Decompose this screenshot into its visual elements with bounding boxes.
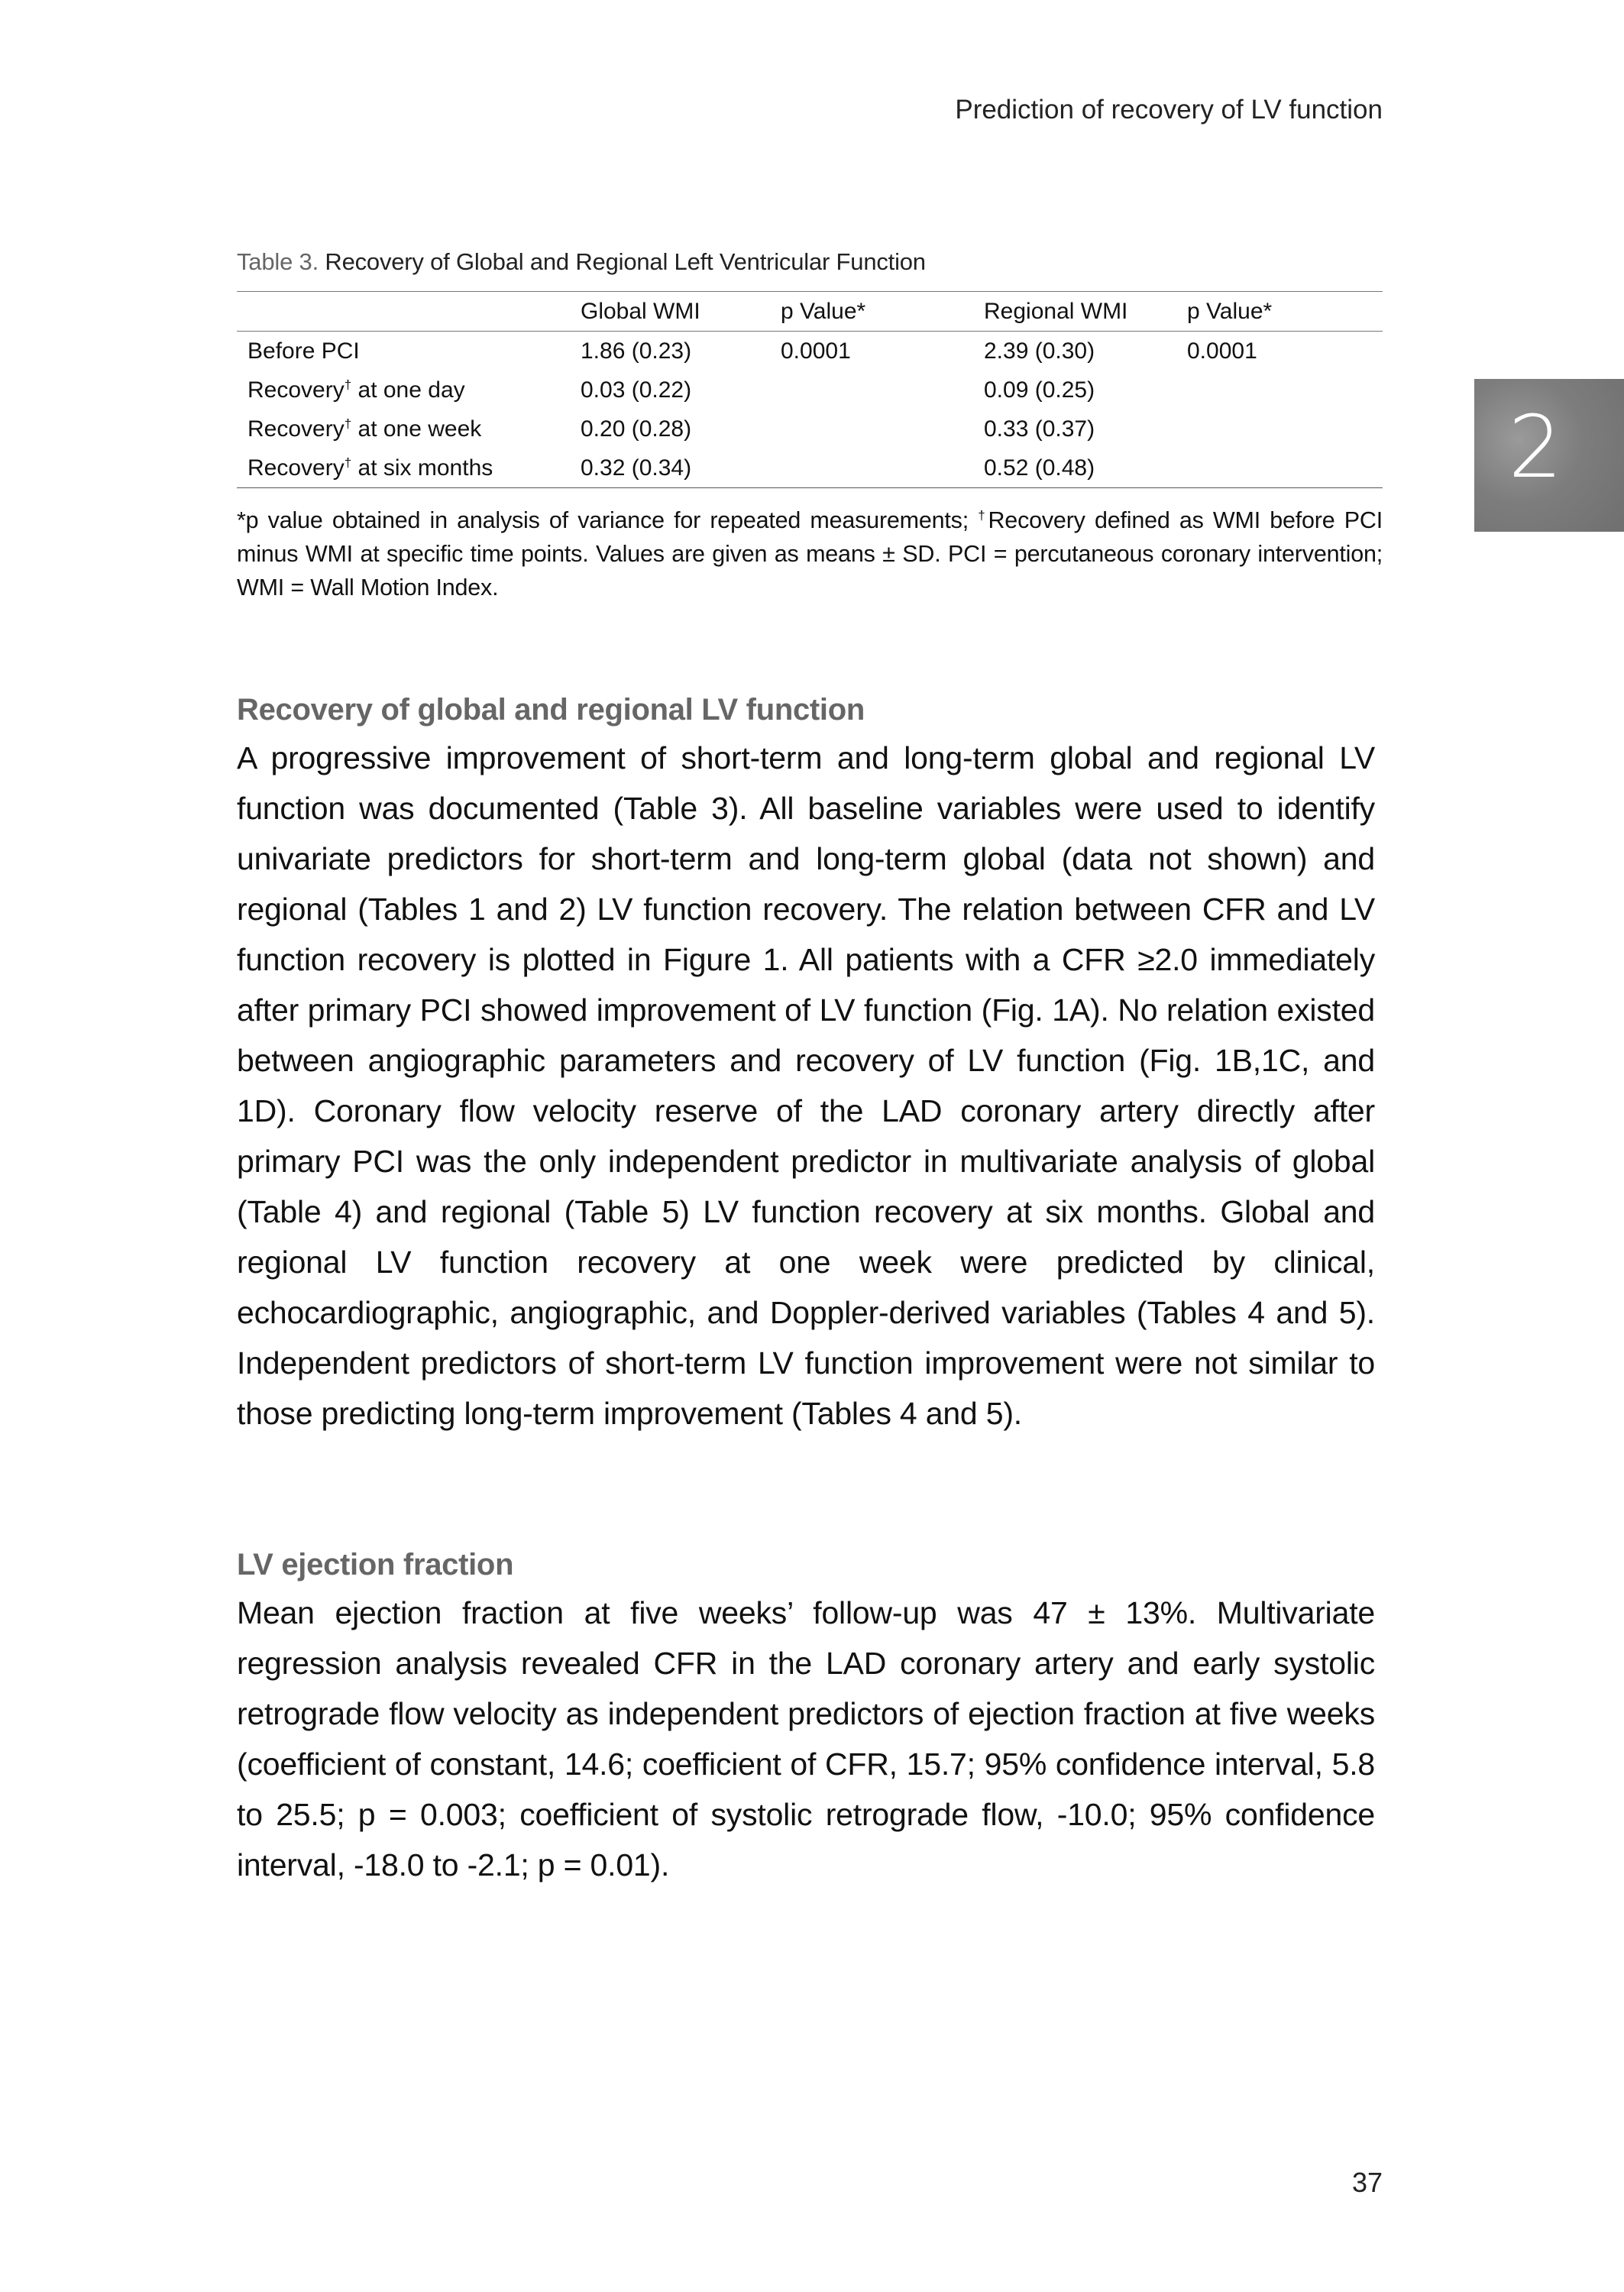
column-header: p Value* bbox=[1187, 292, 1383, 332]
footnote-dagger: † bbox=[978, 508, 988, 523]
section-body: Mean ejection fraction at five weeks’ follow-up was 47 ± 13%. Multivariate regression analysis revealed CFR in the LAD coronary artery and early systolic retrograde flow velocity as independent predictors of ejection fraction at five weeks (coefficient of constant, 14.6; coefficient of CFR, 15.7; 95% confidence interval, 5.8 to 25.5; p = 0.003; coefficient of systolic retrograde flow, -10.0; 95% confidence interval, -18.0 to -2.1; p = 0.01). bbox=[237, 1595, 1375, 1882]
table-cell: 2.39 (0.30) bbox=[984, 338, 1095, 364]
row-label-rest: at one week bbox=[351, 416, 482, 442]
table-cell bbox=[1187, 410, 1383, 448]
row-label-dagger: † bbox=[344, 416, 352, 431]
table-cell bbox=[1187, 371, 1383, 410]
table-caption-label: Table 3. bbox=[237, 248, 319, 275]
table-row bbox=[237, 448, 1383, 488]
section-ejection-fraction bbox=[237, 1545, 1375, 1890]
table-cell bbox=[781, 410, 984, 448]
section-heading: Recovery of global and regional LV function bbox=[237, 693, 865, 727]
table-cell: 0.03 (0.22) bbox=[581, 377, 692, 403]
table-cell bbox=[781, 448, 984, 488]
row-label bbox=[237, 371, 581, 410]
table-cell: 0.32 (0.34) bbox=[581, 448, 781, 488]
row-label-rest: at one day bbox=[351, 377, 465, 403]
table-caption bbox=[237, 248, 1383, 276]
row-label-dagger: † bbox=[344, 455, 352, 470]
table-cell: 0.0001 bbox=[1187, 338, 1257, 364]
column-header: Regional WMI bbox=[984, 292, 1187, 332]
table-footnote bbox=[237, 499, 1383, 604]
row-label-text: Recovery bbox=[247, 455, 345, 481]
table-caption-text: Recovery of Global and Regional Left Ventricular Function bbox=[318, 248, 926, 275]
table-cell: 1.86 (0.23) bbox=[581, 338, 692, 364]
running-header: Prediction of recovery of LV function bbox=[955, 95, 1383, 125]
table-cell: 0.33 (0.37) bbox=[984, 416, 1095, 442]
column-header: Global WMI bbox=[581, 292, 781, 332]
footnote-part1: *p value obtained in analysis of variance for repeated measurements; bbox=[237, 507, 979, 534]
table-cell bbox=[1187, 448, 1383, 488]
column-header bbox=[237, 292, 581, 332]
row-label-text: Recovery bbox=[247, 377, 345, 403]
table-row bbox=[237, 410, 1383, 448]
row-label-dagger: † bbox=[344, 377, 352, 392]
table-cell: 0.20 (0.28) bbox=[581, 416, 692, 442]
section-body: A progressive improvement of short-term and long-term global and regional LV function was documented (Table 3). All baseline variables were used to identify univariate predictors for short-term and long-term global (data not shown) and regional (Tables 1 and 2) LV function recovery. The relation between CFR and LV function recovery is plotted in Figure 1. All patients with a CFR ≥2.0 immediately after primary PCI showed improvement of LV function (Fig. 1A). No relation existed between angiographic parameters and recovery of LV function (Fig. 1B,1C, and 1D). Coronary flow velocity reserve of the LAD coronary artery directly after primary PCI was the only independent predictor in multivariate analysis of global (Table 4) and regional (Table 5) LV function recovery at six months. Global and regional LV function recovery at one week were predicted by clinical, echocardiographic, angiographic, and Doppler-derived variables (Tables 4 and 5). Independent predictors of short-term LV function improvement were not similar to those predicting long-term improvement (Tables 4 and 5). bbox=[237, 740, 1375, 1431]
chapter-tab bbox=[1474, 379, 1624, 532]
row-label-rest: at six months bbox=[351, 455, 493, 481]
row-label bbox=[237, 448, 581, 488]
data-table bbox=[237, 291, 1383, 488]
section-recovery bbox=[237, 690, 1375, 1439]
column-header: p Value* bbox=[781, 292, 984, 332]
table-cell: 0.09 (0.25) bbox=[984, 377, 1095, 403]
row-label-text: Before PCI bbox=[247, 338, 360, 364]
table-cell bbox=[781, 371, 984, 410]
footnote-part2: Recovery defined as WMI before PCI minus WMI at specific time points. Values are given as means ± SD. PCI = percutaneous coronary intervention; WMI = Wall Motion Index. bbox=[237, 507, 1383, 601]
section-heading: LV ejection fraction bbox=[237, 1548, 514, 1581]
chapter-number: 2 bbox=[1508, 398, 1563, 497]
table-row bbox=[237, 332, 1383, 371]
row-label-text: Recovery bbox=[247, 416, 345, 442]
table-header-row bbox=[237, 292, 1383, 332]
page-number: 37 bbox=[1351, 2167, 1383, 2198]
table-cell: 0.0001 bbox=[781, 338, 851, 364]
table-block bbox=[237, 248, 1383, 604]
row-label bbox=[237, 332, 581, 371]
table-row bbox=[237, 371, 1383, 410]
table-cell: 0.52 (0.48) bbox=[984, 448, 1187, 488]
row-label bbox=[237, 410, 581, 448]
